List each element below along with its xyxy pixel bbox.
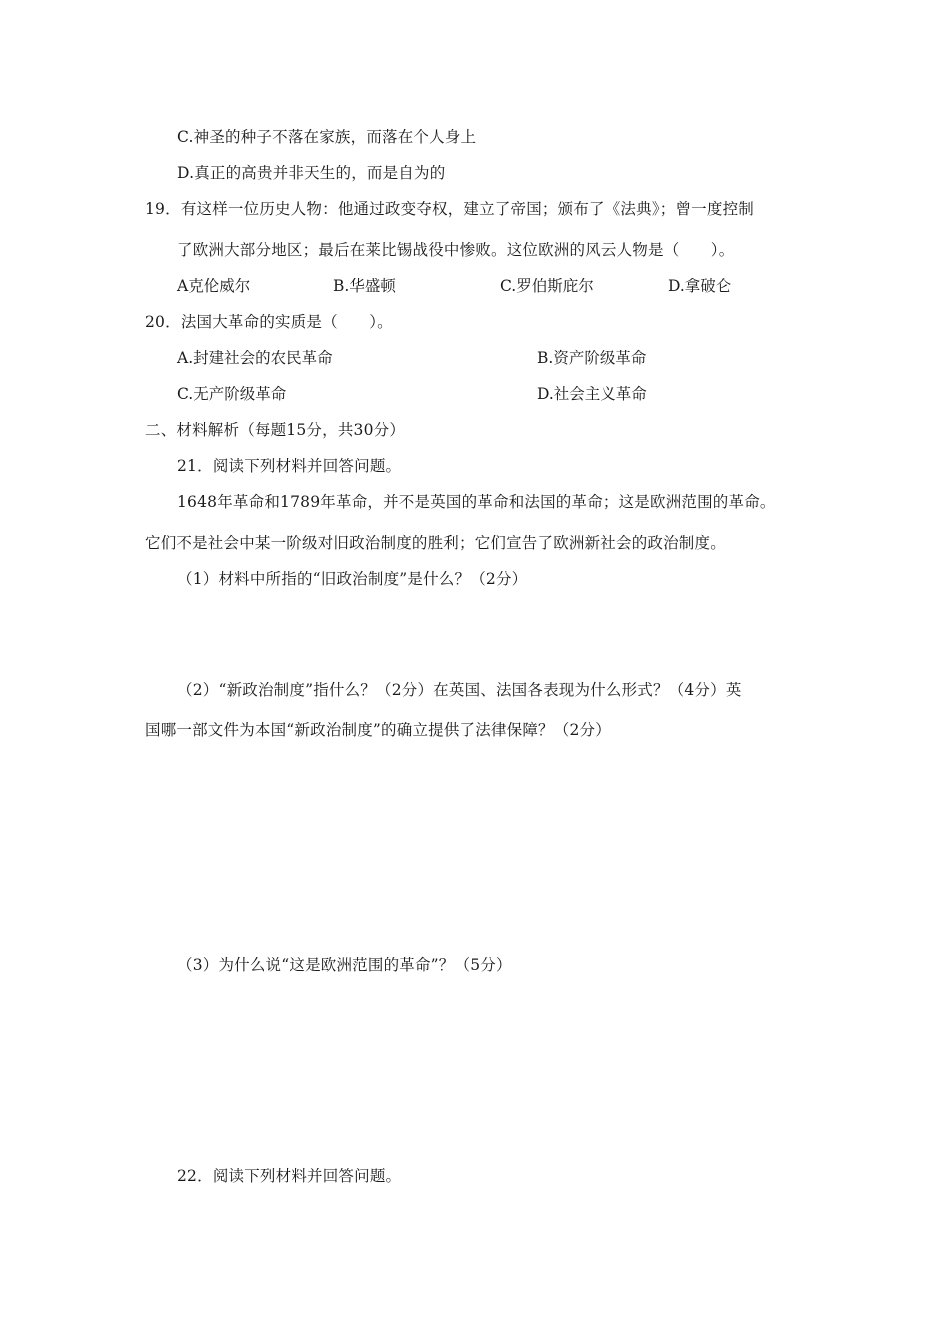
section-heading: 二、材料解析（每题15分，共30分） bbox=[145, 421, 406, 439]
q19-stem-line2: 了欧洲大部分地区；最后在莱比锡战役中惨败。这位欧洲的风云人物是（ ）。 bbox=[177, 241, 735, 259]
q21-subquestion-3: （3）为什么说“这是欧洲范围的革命”？（5分） bbox=[177, 956, 512, 974]
q19-stem-line1: 19．有这样一位历史人物：他通过政变夺权，建立了帝国；颁布了《法典》；曾一度控制 bbox=[145, 200, 754, 218]
q20-option-b: B.资产阶级革命 bbox=[537, 349, 647, 367]
q20-option-a: A.封建社会的农民革命 bbox=[177, 349, 333, 367]
q20-option-d: D.社会主义革命 bbox=[537, 385, 647, 403]
q20-stem: 20．法国大革命的实质是（ ）。 bbox=[145, 313, 393, 331]
q22-intro: 22．阅读下列材料并回答问题。 bbox=[177, 1167, 402, 1185]
q19-option-c: C.罗伯斯庇尔 bbox=[500, 277, 594, 295]
q18-option-c: C.神圣的种子不落在家族，而落在个人身上 bbox=[177, 128, 477, 146]
q21-material-line1: 1648年革命和1789年革命，并不是英国的革命和法国的革命；这是欧洲范围的革命。 bbox=[177, 493, 776, 511]
q19-option-d: D.拿破仑 bbox=[668, 277, 732, 295]
q19-option-a: A克伦威尔 bbox=[177, 277, 251, 295]
q20-option-c: C.无产阶级革命 bbox=[177, 385, 287, 403]
q18-option-d: D.真正的高贵并非天生的，而是自为的 bbox=[177, 164, 446, 182]
q21-subquestion-2-line1: （2）“新政治制度”指什么？（2分）在英国、法国各表现为什么形式？（4分）英 bbox=[177, 681, 742, 699]
q21-material-line2: 它们不是社会中某一阶级对旧政治制度的胜利；它们宣告了欧洲新社会的政治制度。 bbox=[145, 534, 726, 552]
q21-subquestion-1: （1）材料中所指的“旧政治制度”是什么？（2分） bbox=[177, 570, 528, 588]
q19-option-b: B.华盛顿 bbox=[333, 277, 396, 295]
q21-intro: 21．阅读下列材料并回答问题。 bbox=[177, 457, 402, 475]
q21-subquestion-2-line2: 国哪一部文件为本国“新政治制度”的确立提供了法律保障？（2分） bbox=[145, 721, 611, 739]
